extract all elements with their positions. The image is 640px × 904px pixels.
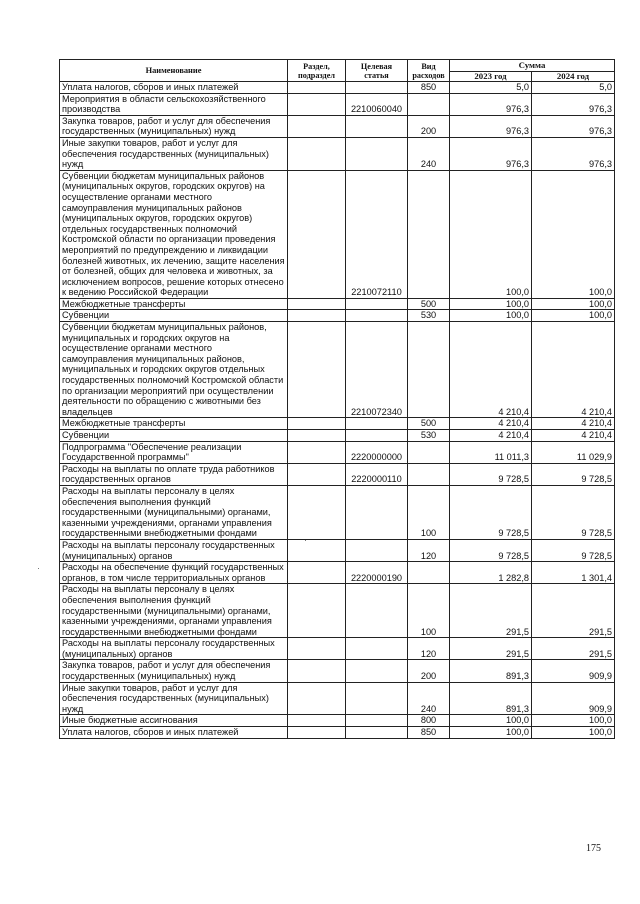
row-sum-2024-cell: 909,9 [532,682,615,715]
row-razdel-cell [288,562,346,584]
row-target-article-cell [346,310,408,322]
row-sum-2023-cell: 976,3 [450,93,532,115]
row-razdel-cell [288,115,346,137]
row-expense-type-cell: 500 [408,298,450,310]
header-sum: Сумма [450,60,615,72]
row-target-article-cell [346,682,408,715]
row-sum-2023-cell: 4 210,4 [450,418,532,430]
row-name-cell: Субвенции [60,430,288,442]
row-razdel-cell [288,682,346,715]
header-name: Наименование [60,60,288,82]
row-name-cell: Субвенции бюджетам муниципальных районов (муниципальных округов, городских округов) на осуществление органами местного самоуправления муниципальных районов (муниципальных округов, городских округов) отдельных государственных полномочий Костромской области по организации проведения мероприятий по предупреждению и ликвидации болезней животных, их лечению, защите населения от болезней, общих для человека и животных, за исключением вопросов, решение которых отнесено к ведению Российской Федерации [60,170,288,298]
table-row [60,170,615,298]
row-razdel-cell [288,82,346,94]
row-sum-2024-cell: 100,0 [532,715,615,727]
row-sum-2023-cell: 4 210,4 [450,430,532,442]
row-expense-type-cell: 100 [408,584,450,638]
row-target-article-cell [346,298,408,310]
table-row [60,430,615,442]
table-row [60,562,615,584]
row-expense-type-cell [408,322,450,418]
row-expense-type-cell: 240 [408,682,450,715]
row-sum-2023-cell: 100,0 [450,715,532,727]
row-target-article-cell [346,430,408,442]
row-sum-2024-cell: 9 728,5 [532,463,615,485]
row-sum-2024-cell: 11 029,9 [532,441,615,463]
row-name-cell: Иные закупки товаров, работ и услуг для обеспечения государственных (муниципальных) нужд [60,682,288,715]
header-razdel: Раздел, подраздел [288,60,346,82]
row-target-article-cell: 2220000110 [346,463,408,485]
row-target-article-cell [346,715,408,727]
table-row [60,322,615,418]
page-number: 175 [586,843,601,854]
row-name-cell: Закупка товаров, работ и услуг для обеспечения государственных (муниципальных) нужд [60,660,288,682]
row-target-article-cell [346,137,408,170]
row-razdel-cell [288,715,346,727]
row-razdel-cell [288,93,346,115]
row-sum-2023-cell: 100,0 [450,727,532,739]
row-razdel-cell [288,539,346,561]
table-row [60,298,615,310]
row-sum-2024-cell: 4 210,4 [532,418,615,430]
row-sum-2024-cell: 291,5 [532,584,615,638]
row-razdel-cell [288,441,346,463]
scan-speck [38,568,39,569]
row-razdel-cell [288,430,346,442]
table-row [60,638,615,660]
row-name-cell: Расходы на обеспечение функций государственных органов, в том числе территориальных органов [60,562,288,584]
row-expense-type-cell: 200 [408,660,450,682]
row-razdel-cell [288,584,346,638]
row-name-cell: Иные бюджетные ассигнования [60,715,288,727]
row-target-article-cell [346,727,408,739]
row-sum-2024-cell: 1 301,4 [532,562,615,584]
row-expense-type-cell [408,562,450,584]
row-sum-2023-cell: 11 011,3 [450,441,532,463]
budget-table [59,59,615,739]
row-sum-2024-cell: 291,5 [532,638,615,660]
row-sum-2023-cell: 9 728,5 [450,463,532,485]
row-sum-2023-cell: 976,3 [450,137,532,170]
row-sum-2024-cell: 9 728,5 [532,485,615,539]
row-razdel-cell [288,322,346,418]
row-name-cell: Межбюджетные трансферты [60,298,288,310]
row-sum-2023-cell: 100,0 [450,310,532,322]
row-expense-type-cell: 100 [408,485,450,539]
row-sum-2024-cell: 5,0 [532,82,615,94]
row-name-cell: Расходы на выплаты персоналу государственных (муниципальных) органов [60,539,288,561]
row-razdel-cell [288,418,346,430]
row-expense-type-cell: 120 [408,638,450,660]
table-row [60,715,615,727]
row-name-cell: Уплата налогов, сборов и иных платежей [60,727,288,739]
row-razdel-cell [288,137,346,170]
row-sum-2023-cell: 5,0 [450,82,532,94]
table-row [60,310,615,322]
row-sum-2023-cell: 4 210,4 [450,322,532,418]
row-sum-2024-cell: 4 210,4 [532,430,615,442]
table-row [60,463,615,485]
row-expense-type-cell: 530 [408,310,450,322]
row-sum-2023-cell: 9 728,5 [450,539,532,561]
row-sum-2023-cell: 1 282,8 [450,562,532,584]
row-sum-2024-cell: 9 728,5 [532,539,615,561]
table-row [60,441,615,463]
row-name-cell: Расходы на выплаты персоналу государственных (муниципальных) органов [60,638,288,660]
row-sum-2024-cell: 100,0 [532,310,615,322]
row-target-article-cell [346,660,408,682]
table-row [60,137,615,170]
row-name-cell: Подпрограмма "Обеспечение реализации Государственной программы" [60,441,288,463]
row-name-cell: Расходы на выплаты персоналу в целях обеспечения выполнения функций государственными (муниципальными) органами, казенными учреждениями, органами управления государственными внебюджетными фондами [60,584,288,638]
row-sum-2023-cell: 291,5 [450,584,532,638]
row-expense-type-cell: 240 [408,137,450,170]
row-razdel-cell [288,170,346,298]
table-row [60,584,615,638]
row-sum-2023-cell: 976,3 [450,115,532,137]
row-expense-type-cell: 800 [408,715,450,727]
row-expense-type-cell: 850 [408,82,450,94]
row-sum-2023-cell: 100,0 [450,298,532,310]
table-row [60,727,615,739]
row-razdel-cell [288,727,346,739]
row-target-article-cell [346,539,408,561]
row-name-cell: Субвенции бюджетам муниципальных районов, муниципальных и городских округов на осуществление органами местного самоуправления муниципальных районов, муниципальных и городских округов отдельных государственных полномочий Костромской области по организации мероприятий при осуществлении деятельности по обращению с животными без владельцев [60,322,288,418]
table-row [60,660,615,682]
header-year-2023: 2023 год [450,72,532,82]
row-razdel-cell [288,298,346,310]
row-expense-type-cell [408,463,450,485]
table-row [60,93,615,115]
header-target-article: Целевая статья [346,60,408,82]
row-sum-2024-cell: 909,9 [532,660,615,682]
row-target-article-cell [346,418,408,430]
row-target-article-cell [346,584,408,638]
row-sum-2024-cell: 4 210,4 [532,322,615,418]
row-sum-2023-cell: 891,3 [450,660,532,682]
table-row [60,485,615,539]
row-expense-type-cell [408,93,450,115]
row-sum-2024-cell: 100,0 [532,170,615,298]
table-row [60,539,615,561]
row-target-article-cell [346,638,408,660]
row-sum-2024-cell: 100,0 [532,298,615,310]
table-row [60,115,615,137]
row-expense-type-cell: 850 [408,727,450,739]
row-razdel-cell [288,310,346,322]
row-target-article-cell [346,485,408,539]
row-target-article-cell: 2220000190 [346,562,408,584]
header-year-2024: 2024 год [532,72,615,82]
row-name-cell: Мероприятия в области сельскохозяйственного производства [60,93,288,115]
row-name-cell: Уплата налогов, сборов и иных платежей [60,82,288,94]
row-expense-type-cell: 530 [408,430,450,442]
scan-speck [305,540,306,541]
row-sum-2023-cell: 100,0 [450,170,532,298]
row-razdel-cell [288,463,346,485]
row-sum-2024-cell: 976,3 [532,115,615,137]
row-razdel-cell [288,660,346,682]
row-name-cell: Закупка товаров, работ и услуг для обеспечения государственных (муниципальных) нужд [60,115,288,137]
table-body [60,82,615,739]
row-sum-2023-cell: 891,3 [450,682,532,715]
row-target-article-cell: 2210072110 [346,170,408,298]
row-sum-2024-cell: 976,3 [532,137,615,170]
row-name-cell: Субвенции [60,310,288,322]
row-target-article-cell: 2220000000 [346,441,408,463]
row-expense-type-cell [408,170,450,298]
table-row [60,82,615,94]
row-name-cell: Расходы на выплаты по оплате труда работников государственных органов [60,463,288,485]
row-expense-type-cell [408,441,450,463]
row-razdel-cell [288,485,346,539]
row-name-cell: Межбюджетные трансферты [60,418,288,430]
header-expense-type: Вид расходов [408,60,450,82]
row-name-cell: Иные закупки товаров, работ и услуг для обеспечения государственных (муниципальных) нужд [60,137,288,170]
row-razdel-cell [288,638,346,660]
row-sum-2023-cell: 9 728,5 [450,485,532,539]
row-name-cell: Расходы на выплаты персоналу в целях обеспечения выполнения функций государственными (муниципальными) органами, казенными учреждениями, органами управления государственными внебюджетными фондами [60,485,288,539]
row-sum-2024-cell: 976,3 [532,93,615,115]
row-expense-type-cell: 500 [408,418,450,430]
row-target-article-cell [346,82,408,94]
row-expense-type-cell: 120 [408,539,450,561]
table-row [60,682,615,715]
table-row [60,418,615,430]
row-expense-type-cell: 200 [408,115,450,137]
row-target-article-cell: 2210072340 [346,322,408,418]
row-sum-2024-cell: 100,0 [532,727,615,739]
row-sum-2023-cell: 291,5 [450,638,532,660]
row-target-article-cell [346,115,408,137]
row-target-article-cell: 2210060040 [346,93,408,115]
